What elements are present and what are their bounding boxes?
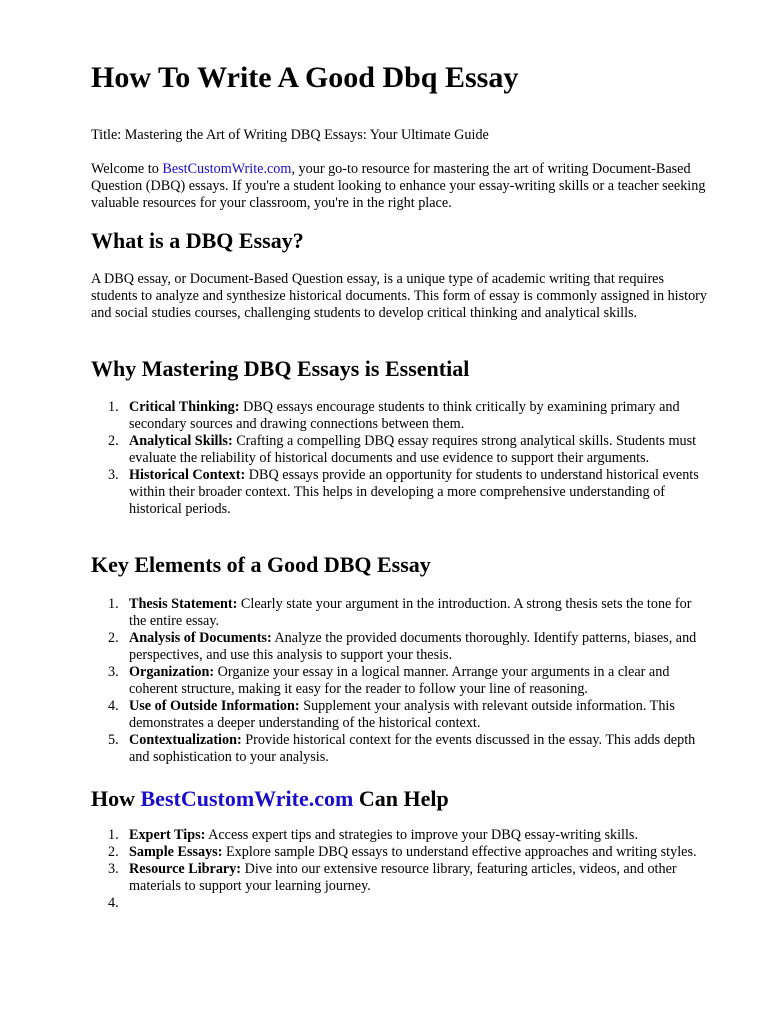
list-item <box>91 732 711 766</box>
section-heading-how-help <box>91 784 449 814</box>
section-heading-key-elements: Key Elements of a Good DBQ Essay <box>91 552 431 577</box>
list-term: Resource Library: <box>129 861 242 877</box>
list-item <box>91 596 711 630</box>
section-heading-what-is: What is a DBQ Essay? <box>91 228 304 253</box>
list-text: Clearly state your argument in the introduction. A strong thesis sets the tone for the entire essay. <box>129 596 692 629</box>
list-term: Critical Thinking: <box>129 399 240 415</box>
list-number: 2. <box>108 844 119 860</box>
list-text: Organize your essay in a logical manner. Arrange your arguments in a clear and coherent structure, making it easy for the reader to follow your line of reasoning. <box>129 664 670 697</box>
list-term: Organization: <box>129 664 215 680</box>
list-number: 3. <box>108 861 119 877</box>
list-text: Analyze the provided documents thoroughly. Identify patterns, biases, and perspectives, and use this analysis to support your thesis. <box>129 630 697 663</box>
intro-paragraph <box>91 161 711 212</box>
list-term: Historical Context: <box>129 467 246 483</box>
list-term: Analysis of Documents: <box>129 630 272 646</box>
list-number: 2. <box>108 433 119 449</box>
page-title: How To Write A Good Dbq Essay <box>91 61 519 94</box>
list-item <box>91 664 711 698</box>
list-number: 3. <box>108 467 119 483</box>
list-text: DBQ essays provide an opportunity for students to understand historical events within their broader context. This helps in developing a more comprehensive understanding of historical periods. <box>129 467 699 517</box>
list-text: Dive into our extensive resource library, featuring articles, videos, and other materials to support your learning journey. <box>129 861 677 894</box>
list-item <box>91 895 711 912</box>
list-item <box>91 861 711 895</box>
list-text: Provide historical context for the events discussed in the essay. This adds depth and sophistication to your analysis. <box>129 732 696 765</box>
list-text: Supplement your analysis with relevant outside information. This demonstrates a deeper understanding of the historical context. <box>129 698 675 731</box>
list-number: 2. <box>108 630 119 646</box>
subtitle: Title: Mastering the Art of Writing DBQ Essays: Your Ultimate Guide <box>91 127 489 143</box>
intro-text-after: , your go-to resource for mastering the art of writing Document-Based Question (DBQ) essays. If you're a student looking to enhance your essay-writing skills or a teacher seeking valuable resources for your classroom, you're in the right place. <box>91 161 706 211</box>
list-text: Crafting a compelling DBQ essay requires strong analytical skills. Students must evaluate the reliability of historical documents and use evidence to support their arguments. <box>129 433 697 466</box>
list-term: Use of Outside Information: <box>129 698 300 714</box>
list-item <box>91 467 711 518</box>
list-number: 1. <box>108 596 119 612</box>
list-number: 4. <box>108 895 119 911</box>
heading-text-after: Can Help <box>353 786 449 811</box>
list-item <box>91 698 711 732</box>
list-term: Analytical Skills: <box>129 433 233 449</box>
list-text: Access expert tips and strategies to improve your DBQ essay-writing skills. <box>205 827 638 843</box>
list-item <box>91 844 711 861</box>
list-why-mastering <box>91 399 711 518</box>
list-item <box>91 630 711 664</box>
list-term: Contextualization: <box>129 732 242 748</box>
heading-link[interactable]: BestCustomWrite.com <box>140 786 354 811</box>
section-paragraph-what-is: A DBQ essay, or Document-Based Question essay, is a unique type of academic writing that requires students to analyze and synthesize historical documents. This form of essay is commonly assigned in history and social studies courses, challenging students to develop critical thinking and analytical skills. <box>91 271 707 321</box>
list-text: Explore sample DBQ essays to understand effective approaches and writing styles. <box>222 844 697 860</box>
list-number: 1. <box>108 399 119 415</box>
list-item <box>91 399 711 433</box>
intro-text-before: Welcome to <box>91 161 163 177</box>
list-item <box>91 433 711 467</box>
list-term: Expert Tips: <box>129 827 206 843</box>
list-term: Thesis Statement: <box>129 596 238 612</box>
intro-link[interactable]: BestCustomWrite.com <box>162 161 292 177</box>
list-how-help <box>91 827 711 912</box>
list-number: 5. <box>108 732 119 748</box>
heading-text-before: How <box>91 786 141 811</box>
list-number: 3. <box>108 664 119 680</box>
list-item <box>91 827 711 844</box>
list-number: 4. <box>108 698 119 714</box>
section-heading-why-mastering: Why Mastering DBQ Essays is Essential <box>91 356 470 381</box>
list-text: DBQ essays encourage students to think critically by examining primary and secondary sources and drawing connections between them. <box>129 399 680 432</box>
list-key-elements <box>91 596 711 766</box>
list-number: 1. <box>108 827 119 843</box>
list-term: Sample Essays: <box>129 844 223 860</box>
